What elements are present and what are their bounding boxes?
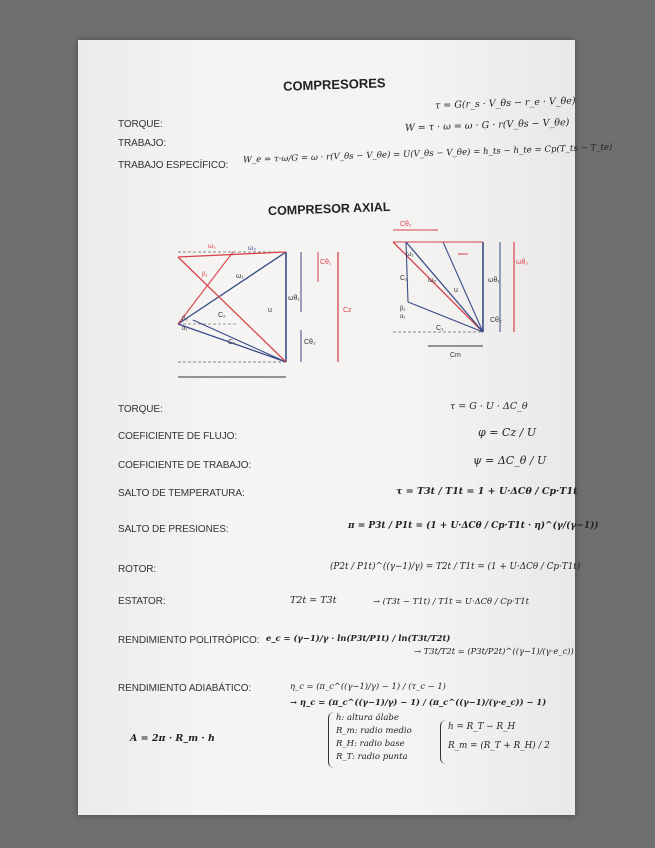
radius-brace	[440, 720, 447, 764]
area-equation: A = 2π · R_m · h	[130, 733, 215, 744]
section-title-axial: COMPRESOR AXIAL	[267, 199, 391, 219]
velocity-triangles-figure	[138, 212, 529, 392]
right-label-w2: ω₂	[428, 277, 437, 284]
torque-label-top: TORQUE:	[118, 119, 163, 130]
left-label-cth2: Cθ₂	[304, 339, 316, 346]
right-label-c1: C₁	[436, 325, 444, 332]
row-eq-coef-trabajo: ψ = ΔC_θ / U	[473, 454, 547, 467]
right-label-ct: Cθ₁	[400, 221, 412, 228]
left-label-beta: β₁	[202, 272, 208, 278]
row-label-rend-politropico: RENDIMIENTO POLITRÓPICO:	[118, 635, 260, 646]
left-label-a1: α₁	[182, 326, 188, 332]
row-label-rend-adiabatico: RENDIMIENTO ADIABÁTICO:	[118, 683, 252, 694]
page-title: COMPRESORES	[282, 75, 386, 94]
row-eq-rend-politropico-2: → T3t/T2t = (P3t/P2t)^((γ−1)/(γ·e_c))	[414, 646, 574, 656]
right-label-cm: Cm	[450, 352, 461, 359]
h-equation: h = R_T − R_H	[448, 722, 516, 732]
left-label-cth: Cθ₁	[320, 259, 332, 266]
row-eq-rend-adiabatico-2: → η_c = (π_c^((γ−1)/γ) − 1) / (π_c^((γ−1)/(γ·e_c)) − 1)	[290, 697, 547, 707]
row-label-torque: TORQUE:	[118, 404, 163, 415]
right-label-wt: ωθ₁	[488, 277, 500, 284]
def-radio-punta: R_T: radio punta	[336, 752, 408, 762]
trabajo-label: TRABAJO:	[118, 138, 167, 149]
row-label-salto-presiones: SALTO DE PRESIONES:	[118, 524, 229, 535]
right-label-w1: ω₁	[406, 251, 414, 258]
rm-equation: R_m = (R_T + R_H) / 2	[448, 741, 550, 751]
row-eq-estator-1: T2t = T3t	[290, 595, 337, 606]
right-label-c2: C₂	[400, 275, 408, 282]
row-eq-coef-flujo: φ = Cz / U	[478, 426, 537, 439]
torque-equation-top: τ = G(r_s · V_θs − r_e · V_θe)	[434, 95, 576, 112]
left-label-c1: C₁	[228, 339, 236, 346]
trabajo-especifico-label: TRABAJO ESPECÍFICO:	[118, 160, 229, 171]
defs-brace	[328, 712, 335, 768]
right-label-b1: β₁	[400, 306, 406, 312]
left-label-c2: C₂	[218, 312, 226, 319]
left-label-b2: β₂	[182, 316, 188, 322]
row-label-salto-temperatura: SALTO DE TEMPERATURA:	[118, 488, 245, 499]
left-label-w-top-red: ω₁	[208, 243, 216, 250]
trabajo-especifico-equation: W_e = τ·ω/G = ω · r(V_θs − V_θe) = U(V_θs − V_θe) = h_ts − h_te = Cp(T_ts − T_te)	[242, 142, 613, 166]
row-eq-salto-temperatura: τ = T3t / T1t = 1 + U·ΔCθ / Cp·T1t	[396, 486, 578, 497]
row-label-estator: ESTATOR:	[118, 596, 166, 607]
def-altura: h: altura álabe	[336, 713, 399, 723]
paper-sheet	[78, 40, 613, 815]
row-eq-rend-adiabatico-1: η_c = (π_c^((γ−1)/γ) − 1) / (τ_c − 1)	[290, 681, 446, 691]
left-label-uct: ωθ₁	[288, 295, 300, 302]
right-label-wt2: ωθ₂	[516, 259, 529, 266]
left-label-w2: ω₂	[248, 245, 257, 252]
left-label-w1: ω₁	[236, 273, 244, 280]
row-eq-rotor: (P2t / P1t)^((γ−1)/γ) = T2t / T1t = (1 + U·ΔCθ / Cp·T1t)	[330, 562, 581, 572]
row-eq-salto-presiones: π = P3t / P1t = (1 + U·ΔCθ / Cp·T1t · η)^(γ/(γ−1))	[348, 521, 599, 531]
row-label-rotor: ROTOR:	[118, 564, 157, 575]
left-velocity-triangle	[178, 243, 352, 377]
right-velocity-triangle	[393, 221, 528, 359]
right-label-cth: Cθ₂	[490, 317, 502, 324]
row-eq-estator-2: → (T3t − T1t) / T1t = U·ΔCθ / Cp·T1t	[373, 596, 529, 606]
right-label-a1: α₁	[400, 314, 406, 320]
row-label-coef-trabajo: COEFICIENTE DE TRABAJO:	[118, 460, 252, 471]
row-label-coef-flujo: COEFICIENTE DE FLUJO:	[118, 431, 238, 442]
row-eq-torque: τ = G · U · ΔC_θ	[450, 401, 528, 412]
row-eq-rend-politropico-1: e_c = (γ−1)/γ · ln(P3t/P1t) / ln(T3t/T2t)	[266, 633, 451, 643]
trabajo-equation: W = τ · ω = ω · G · r(V_θs − V_θe)	[404, 117, 570, 134]
left-label-cz: Cz	[343, 307, 352, 314]
left-label-u: u	[268, 307, 272, 314]
def-radio-base: R_H: radio base	[336, 739, 405, 749]
def-radio-medio: R_m: radio medio	[336, 726, 412, 736]
right-label-u: u	[454, 287, 458, 294]
